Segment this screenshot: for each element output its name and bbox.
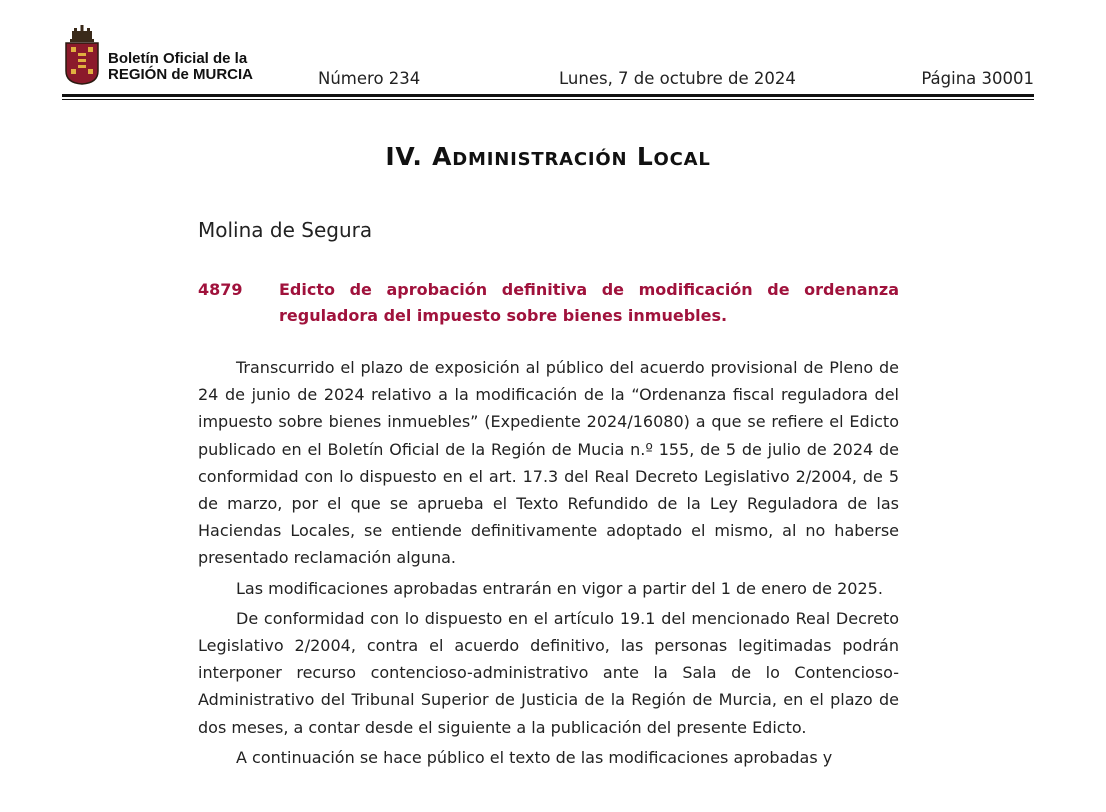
page-header xyxy=(62,22,1034,102)
paragraph-4: A continuación se hace público el texto de las modificaciones aprobadas y xyxy=(236,747,833,767)
paragraph-3: De conformidad con lo dispuesto en el artículo 19.1 del mencionado Real Decreto Legislativo 2/2004, contra el acuerdo definitivo, las personas legitimadas podrán interponer recurso contencioso-administrativo ante la Sala de lo Contencioso-Administrativo del Tribunal Superior de Justicia de la Región de Murcia, en el plazo de dos meses, a contar desde el siguiente a la publicación del presente Edicto. xyxy=(198,608,899,737)
edict-number: 4879 xyxy=(198,280,243,299)
brand-line-2: REGIÓN de MURCIA xyxy=(108,66,254,83)
paragraph-2: Las modificaciones aprobadas entrarán en vigor a partir del 1 de enero de 2025. xyxy=(236,578,883,598)
page-number: Página 30001 xyxy=(921,69,1034,88)
issue-date: Lunes, 7 de octubre de 2024 xyxy=(559,69,796,88)
issue-number: Número 234 xyxy=(318,69,421,88)
brand-line-1: Boletín Oficial de la xyxy=(108,50,248,67)
publication-brand xyxy=(108,51,253,83)
document-body xyxy=(198,354,899,774)
header-divider-thick xyxy=(62,94,1034,97)
paragraph-1: Transcurrido el plazo de exposición al público del acuerdo provisional de Pleno de 24 de junio de 2024 relativo a la modificación de la “Ordenanza fiscal reguladora del impuesto sobre bienes inmuebles” (Expediente 2024/16080) a que se refiere el Edicto publicado en el Boletín Oficial de la Región de Mucia n.º 155, de 5 de julio de 2024 de conformidad con lo dispuesto en el art. 17.3 del Real Decreto Legislativo 2/2004, de 5 de marzo, por el que se aprueba el Texto Refundido de la Ley Reguladora de las Haciendas Locales, se entiende definitivamente adoptado el mismo, al no haberse presentado reclamación alguna. xyxy=(198,358,899,568)
edict-title: Edicto de aprobación definitiva de modificación de ordenanza reguladora del impuesto sobre bienes inmuebles. xyxy=(279,280,899,325)
crest-icon xyxy=(64,25,100,85)
header-divider-thin xyxy=(62,99,1034,100)
locality-name: Molina de Segura xyxy=(198,218,373,242)
section-title: IV. Administración Local xyxy=(385,142,711,171)
